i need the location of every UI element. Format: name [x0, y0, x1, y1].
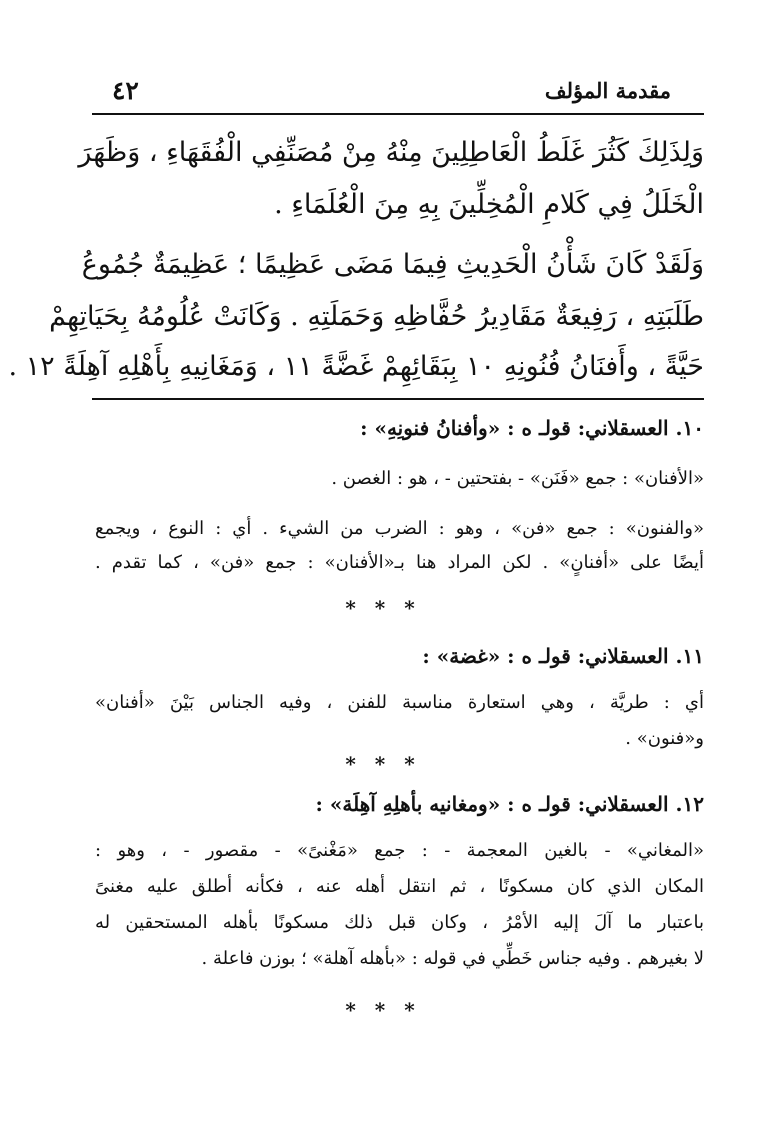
footnote-line: «والفنون» : جمع «فن» ، وهو : الضرب من الشيء . أي : النوع ، ويجمع — [95, 518, 704, 539]
footnote-line: باعتبار ما آلَ إليه الأمْرُ ، وكان قبل ذلك مسكونًا بأهله المستحقين له — [95, 912, 704, 933]
header-rule — [92, 113, 704, 115]
body-line: الْخَلَلُ فِي كَلامِ الْمُخِلِّينَ بِهِ مِنَ الْعُلَمَاءِ . — [274, 189, 704, 220]
page-number: ٤٢ — [112, 76, 139, 105]
section-separator: * * * — [345, 596, 421, 620]
body-line: طَلَبَتِهِ ، رَفِيعَةٌ مَقَادِيرُ حُفَّاظِهِ وَحَمَلَتِهِ . وَكَانَتْ عُلُومُهُ بِحَيَاتِهِمْ — [49, 301, 704, 332]
body-line: وَلَقَدْ كَانَ شَأْنُ الْحَدِيثِ فِيمَا مَضَى عَظِيمًا ؛ عَظِيمَةٌ جُمُوعُ — [81, 249, 704, 280]
footnote-heading: ١٢. العسقلاني: قولـ ه : «ومغانيه بأهلِهِ آهِلَة» : — [315, 792, 704, 816]
footnote-heading: ١١. العسقلاني: قولـ ه : «غضة» : — [422, 644, 704, 668]
footnote-line: المكان الذي كان مسكونًا ، ثم انتقل أهله عنه ، فكأنه أطلق عليه مغنىً — [95, 876, 704, 897]
section-separator: * * * — [345, 998, 421, 1022]
footnote-line: لا بغيرهم . وفيه جناس خَطِّي في قوله : «بأهله آهلة» ؛ بوزن فاعلة . — [201, 948, 704, 969]
footnote-line: أيضًا على «أفنانٍ» . لكن المراد هنا بـ«الأفنان» : جمع «فن» ، كما تقدم . — [95, 552, 704, 573]
body-line: حَيَّةً ، وأَفنَانُ فُنُونِهِ ١٠ بِبَقَائِهِمْ غَضَّةً ١١ ، وَمَغَانِيهِ بِأَهْلِهِ آهِلَةً ١٢ . — [8, 351, 704, 382]
footnote-line: أي : طريَّة ، وهي استعارة مناسبة للفنن ، وفيه الجناس بَيْنَ «أفنان» — [95, 692, 704, 713]
footnote-line: و«فنون» . — [625, 728, 704, 749]
body-line: وَلِذَلِكَ كَثُرَ غَلَطُ الْعَاطِلِينَ مِنْهُ مِنْ مُصَنِّفِي الْفُقَهَاءِ ، وَظَهَرَ — [78, 137, 704, 168]
running-header-title: مقدمة المؤلف — [544, 78, 671, 103]
footnote-heading: ١٠. العسقلاني: قولـ ه : «وأفنانُ فنونِهِ» : — [360, 416, 704, 440]
footnote-line: «الأفنان» : جمع «فَنَن» - بفتحتين - ، هو : الغصن . — [331, 468, 704, 489]
section-separator: * * * — [345, 752, 421, 776]
footnote-line: «المغاني» - بالغين المعجمة - : جمع «مَغْنىً» - مقصور - ، وهو : — [95, 840, 704, 861]
footnote-rule — [92, 398, 704, 400]
